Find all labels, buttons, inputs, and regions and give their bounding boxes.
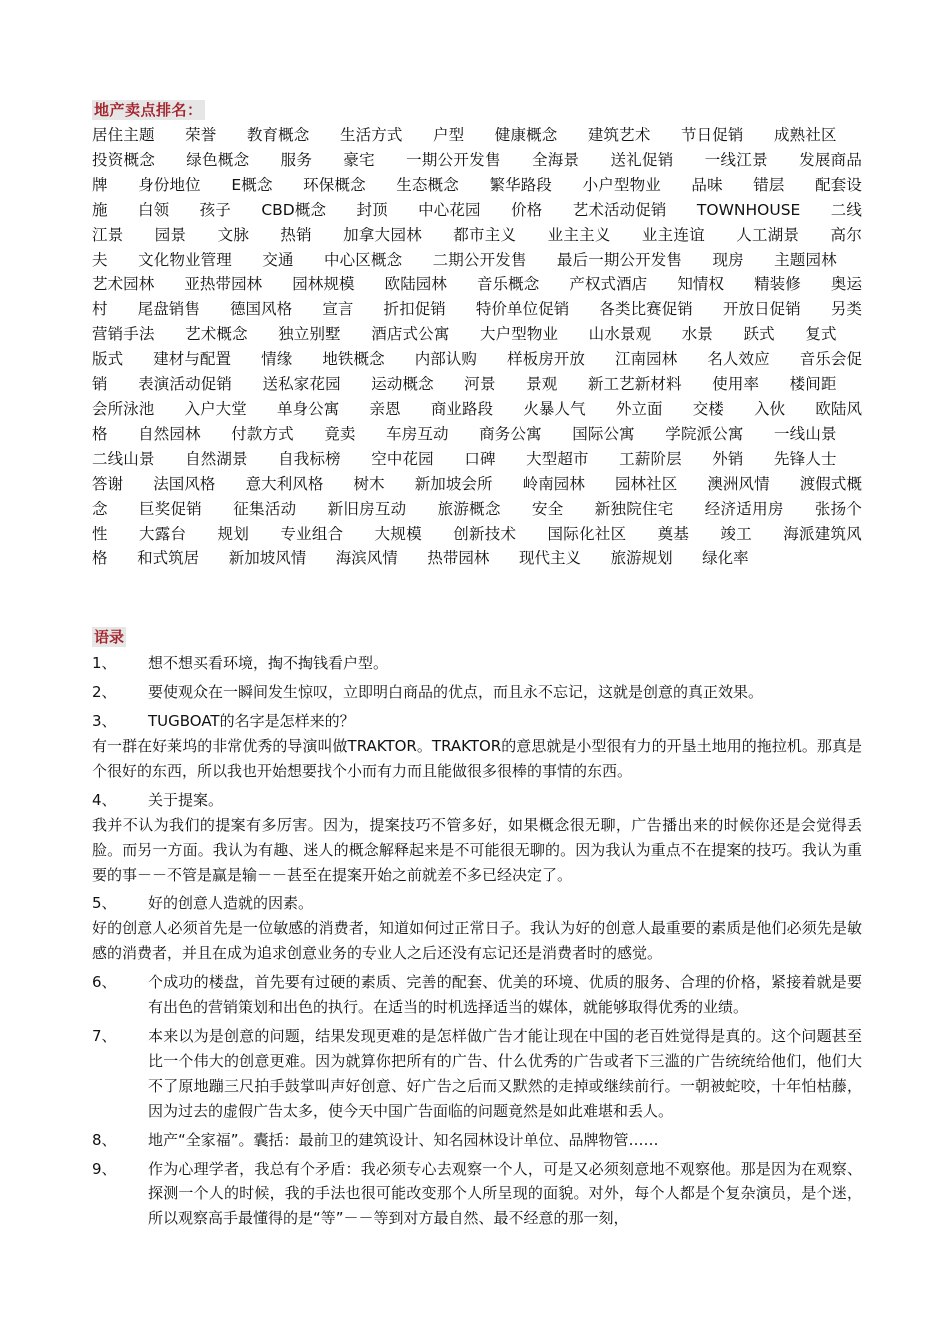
keyword-item: 建筑艺术: [587, 126, 651, 144]
keyword-item: 入伙: [754, 399, 786, 418]
keyword-item: 孩子: [199, 200, 231, 219]
quote-text: 关于提案。: [148, 790, 224, 809]
keyword-item: 经济适用房: [704, 499, 784, 518]
keyword-item: 节日促销: [680, 126, 744, 144]
keyword-item: 情缘: [261, 350, 293, 369]
keyword-item: 酒店式公寓: [371, 325, 450, 344]
quote-text: 地产“全家福”。囊括：最前卫的建筑设计、知名园林设计单位、品牌物管……: [148, 1130, 659, 1149]
quote-text: 想不想买看环境，掏不掏钱看户型。: [148, 654, 389, 673]
keyword-item: 生态概念: [396, 175, 459, 194]
keyword-item: 张扬个性: [92, 499, 862, 543]
keyword-item: 大户型物业: [479, 325, 559, 344]
keyword-item: 文脉: [217, 225, 250, 244]
keyword-item: 绿色概念: [186, 150, 250, 169]
keyword-item: 园林社区: [615, 474, 678, 493]
keyword-item: TOWNHOUSE: [696, 200, 801, 219]
keyword-item: 江南园林: [615, 350, 678, 369]
keyword-item: 交楼: [692, 399, 724, 418]
keyword-item: 样板房开放: [507, 350, 585, 369]
keyword-item: 名人效应: [707, 350, 770, 369]
quote-number: 3、: [92, 712, 117, 731]
keyword-item: 专业组合: [280, 524, 344, 543]
keyword-item: 旅游规划: [610, 549, 673, 568]
keyword-item: 身份地位: [138, 175, 201, 194]
quote-number: 5、: [92, 894, 117, 913]
document-page: [92, 100, 862, 1231]
keyword-item: 艺术园林: [92, 275, 155, 294]
keyword-item: 河景: [464, 375, 496, 394]
keyword-item: 独立别墅: [278, 325, 341, 344]
keyword-item: 渡假式概念: [92, 474, 862, 518]
keyword-item: 竣工: [720, 524, 752, 543]
keyword-item: 价格: [511, 200, 543, 219]
keyword-item: 热销: [280, 225, 312, 244]
keyword-item: 新旧房互动: [327, 499, 407, 518]
quote-number: 6、: [92, 973, 117, 992]
keyword-item: 车房互动: [386, 424, 449, 443]
keyword-item: 健康概念: [494, 126, 558, 144]
keyword-item: 送私家花园: [262, 375, 341, 394]
keyword-item: 品味: [691, 175, 723, 194]
keyword-item: 复式: [805, 325, 837, 344]
keyword-item: 欧陆园林: [384, 275, 447, 294]
keyword-item: 岭南园林: [522, 474, 585, 493]
quote-number: 7、: [92, 1027, 117, 1045]
keyword-item: CBD概念: [261, 200, 327, 219]
keywords-heading: 地产卖点排名：: [94, 101, 203, 119]
quote-body: 好的创意人必须首先是一位敏感的消费者，知道如何过正常日子。我认为好的创意人最重要的素质是他们必须先是敏感的消费者，并且在成为追求创意业务的专业人之后还没有忘记还是消费者时的感觉。: [92, 919, 862, 963]
keyword-item: 德国风格: [229, 300, 293, 319]
keyword-item: 建材与配置: [153, 350, 232, 369]
keyword-item: 现代主义: [518, 549, 581, 568]
quote-text: 作为心理学者，我总有个矛盾：我必须专心去观察一个人，可是又必须刻意地不观察他。那是因为在观察、探测一个人的时候，我的手法也很可能改变那个人所呈现的面貌。对外，每个人都是个复杂演员，是个迷，所以观察高手最懂得的是“等”－－等到对方最自然、最不经意的那一刻，: [148, 1159, 862, 1228]
keyword-item: 商务公寓: [479, 424, 542, 443]
quote-item: [92, 891, 862, 966]
quote-item: [92, 1157, 862, 1232]
keyword-item: 尾盘销售: [137, 300, 200, 319]
quote-item: [92, 1024, 862, 1124]
keyword-item: 楼间距: [789, 375, 837, 394]
keyword-item: 一线江景: [704, 150, 768, 169]
keyword-item: 自然园林: [138, 424, 201, 443]
quote-number: 2、: [92, 683, 117, 702]
keyword-item: 商业路段: [430, 399, 494, 418]
keyword-item: 绿化率: [702, 549, 749, 568]
keyword-item: 知情权: [677, 275, 725, 294]
keyword-item: 先锋人士: [774, 449, 837, 468]
quote-text: 好的创意人造就的因素。: [148, 894, 314, 913]
keyword-item: 交通: [262, 250, 294, 269]
keyword-item: 繁华路段: [489, 175, 553, 194]
keyword-item: 巨奖促销: [138, 499, 203, 518]
keyword-item: 业主连谊: [641, 225, 705, 244]
keyword-item: 艺术活动促销: [572, 200, 667, 219]
keyword-item: 二期公开发售: [432, 250, 527, 269]
keyword-item: 一线山景: [774, 424, 837, 443]
keyword-item: 使用率: [712, 375, 760, 394]
keyword-item: 学院派公寓: [665, 424, 744, 443]
keyword-item: 亚热带园林: [184, 275, 263, 294]
quote-item: [92, 709, 862, 784]
keyword-item: 音乐概念: [477, 275, 540, 294]
keyword-item: 人工湖景: [736, 225, 800, 244]
keyword-item: 全海景: [531, 150, 580, 169]
keyword-item: 艺术概念: [185, 325, 248, 344]
quote-text: TUGBOAT的名字是怎样来的？: [148, 712, 355, 731]
keyword-item: 创新技术: [453, 524, 517, 543]
keyword-item: 国际化社区: [547, 524, 627, 543]
keyword-item: 二线江景: [92, 200, 862, 244]
keyword-item: 规划: [217, 524, 250, 543]
keyword-item: 宣言: [322, 300, 354, 319]
quote-item: [92, 970, 862, 1020]
keyword-item: 精装修: [754, 275, 801, 294]
keyword-item: 园景: [154, 225, 187, 244]
keyword-item: 海滨风情: [335, 549, 398, 568]
quote-item: [92, 788, 862, 888]
keyword-item: 投资概念: [92, 150, 156, 169]
keyword-item: 海派建筑风格: [92, 524, 862, 568]
keyword-item: 高尔夫: [92, 225, 862, 269]
keyword-item: 答谢: [92, 474, 124, 493]
keyword-item: 成熟社区: [774, 126, 837, 144]
keyword-item: 加拿大园林: [343, 225, 423, 244]
keyword-item: 教育概念: [246, 126, 310, 144]
quote-text: 要使观众在一瞬间发生惊叹，立即明白商品的优点，而且永不忘记，这就是创意的真正效果。: [148, 683, 764, 702]
keyword-item: 发展商品牌: [92, 150, 862, 194]
quote-text: 本来以为是创意的问题，结果发现更难的是怎样做广告才能让现在中国的老百姓觉得是真的。这个问题甚至比一个伟大的创意更难。因为就算你把所有的广告、什么优秀的广告或者下三滥的广告统统给他们，他们大不了原地蹦三尺拍手鼓掌叫声好创意、好广告之后而又默然的走掉或继续前行。一朝被蛇咬，十年怕枯藤，因为过去的虚假广告太多，使今天中国广告面临的问题竟然是如此难堪和丢人。: [148, 1027, 862, 1120]
keyword-item: 产权式酒店: [569, 275, 648, 294]
keyword-item: 各类比赛促销: [599, 300, 693, 319]
keyword-item: 错层: [753, 175, 785, 194]
keyword-item: 跃式: [743, 325, 775, 344]
keyword-item: 安全: [531, 499, 564, 518]
keyword-item: 业主主义: [547, 225, 611, 244]
keyword-item: 澳洲风情: [707, 474, 770, 493]
keyword-item: 大型超市: [526, 449, 589, 468]
keyword-item: 意大利风格: [245, 474, 324, 493]
keyword-item: 工薪阶层: [619, 449, 682, 468]
keyword-item: 都市主义: [453, 225, 517, 244]
quote-text: 个成功的楼盘，首先要有过硬的素质、完善的配套、优美的环境、优质的服务、合理的价格，紧接着就是要有出色的营销策划和出色的执行。在适当的时机选择适当的媒体，就能够取得优秀的业绩。: [148, 973, 862, 1017]
keyword-item: 亲恩: [369, 399, 401, 418]
keyword-item: 运动概念: [371, 375, 434, 394]
keyword-item: 奥运村: [92, 275, 862, 319]
keyword-item: 空中花园: [371, 449, 434, 468]
keyword-item: 荣誉: [185, 126, 217, 144]
keyword-item: 配套设施: [92, 175, 862, 219]
keyword-item: 景观: [526, 375, 558, 394]
keyword-item: 水景: [681, 325, 714, 344]
keyword-item: 山水景观: [588, 325, 652, 344]
keyword-item: 外立面: [615, 399, 663, 418]
quote-body: 有一群在好莱坞的非常优秀的导演叫做TRAKTOR。TRAKTOR的意思就是小型很有力的开垦土地用的拖拉机。那真是个很好的东西，所以我也开始想要找个小而有力而且能做很多很棒的事情的东西。: [92, 737, 862, 780]
keyword-item: 付款方式: [231, 424, 294, 443]
keyword-item: 特价单位促销: [475, 300, 570, 319]
keyword-item: 大规模: [374, 524, 422, 543]
keyword-item: 服务: [280, 150, 313, 169]
keyword-item: 户型: [433, 126, 465, 144]
keyword-item: 树木: [353, 474, 385, 493]
keyword-item: 新工艺新材料: [587, 375, 682, 394]
keyword-item: 外销: [712, 449, 744, 468]
keyword-item: 中心区概念: [324, 250, 403, 269]
keyword-item: 欧陆风格: [92, 399, 863, 443]
keyword-item: 内部认购: [414, 350, 478, 369]
keyword-item: 文化物业管理: [138, 250, 232, 269]
keyword-item: 版式: [92, 350, 124, 369]
keyword-item: 中心花园: [418, 200, 481, 219]
keyword-item: 另类营销手法: [92, 300, 862, 344]
keyword-item: 大露台: [139, 524, 187, 543]
keyword-item: 折扣促销: [383, 300, 446, 319]
quote-number: 4、: [92, 790, 117, 809]
keyword-item: 最后一期公开发售: [556, 250, 683, 269]
keyword-item: E概念: [231, 175, 273, 194]
keyword-item: 居住主题: [92, 126, 155, 144]
keyword-item: 音乐会促销: [92, 350, 862, 394]
keyword-item: 法国风格: [153, 474, 216, 493]
keyword-item: 主题园林: [774, 250, 837, 269]
quote-item: [92, 680, 862, 705]
keyword-item: 送礼促销: [610, 150, 674, 169]
keyword-item: 征集活动: [233, 499, 297, 518]
keyword-item: 口碑: [464, 449, 496, 468]
keyword-item: 开放日促销: [722, 300, 801, 319]
keyword-item: 自然湖景: [185, 449, 248, 468]
quote-body: 我并不认为我们的提案有多厉害。因为，提案技巧不管多好，如果概念很无聊，广告播出来的时候你还是会觉得丢脸。而另一方面。我认为有趣、迷人的概念解释起来是不可能很无聊的。因为我认为重点不在提案的技巧。我认为重要的事－－不管是赢是输－－甚至在提案开始之前就差不多已经决定了。: [92, 815, 862, 884]
keyword-item: 旅游概念: [437, 499, 501, 518]
keyword-item: 小户型物业: [582, 175, 661, 194]
keyword-item: 新加坡会所: [414, 474, 493, 493]
keyword-item: 现房: [712, 250, 744, 269]
keyword-item: 新加坡风情: [228, 549, 307, 568]
keyword-item: 竟卖: [324, 424, 356, 443]
keyword-item: 地铁概念: [322, 350, 385, 369]
quotes-list: [92, 651, 862, 1231]
keyword-item: 会所泳池: [92, 399, 155, 418]
quote-number: 8、: [92, 1130, 117, 1149]
quote-item: [92, 1128, 862, 1153]
keyword-item: 热带园林: [427, 549, 490, 568]
keyword-item: 园林规模: [292, 275, 355, 294]
keyword-item: 新独院住宅: [594, 499, 674, 518]
keyword-item: 一期公开发售: [406, 150, 501, 169]
keyword-item: 表演活动促销: [138, 375, 233, 394]
quote-item: [92, 651, 862, 676]
keyword-item: 环保概念: [303, 175, 366, 194]
keyword-item: 单身公寓: [277, 399, 340, 418]
keyword-item: 白领: [138, 200, 170, 219]
keyword-item: 生活方式: [339, 126, 403, 144]
keyword-item: 封顶: [356, 200, 388, 219]
keyword-item: 豪宅: [343, 150, 375, 169]
quotes-heading: 语录: [94, 628, 125, 647]
keyword-item: 二线山景: [92, 449, 155, 468]
keywords-paragraph: [92, 123, 862, 571]
keyword-item: 奠基: [657, 524, 690, 543]
quote-number: 1、: [92, 654, 117, 673]
keyword-item: 国际公寓: [572, 424, 635, 443]
keyword-item: 火暴人气: [523, 399, 586, 418]
keyword-item: 自我标榜: [278, 449, 341, 468]
keyword-item: 入户大堂: [184, 399, 247, 418]
quote-number: 9、: [92, 1159, 117, 1178]
keyword-item: 和式筑居: [137, 549, 200, 568]
